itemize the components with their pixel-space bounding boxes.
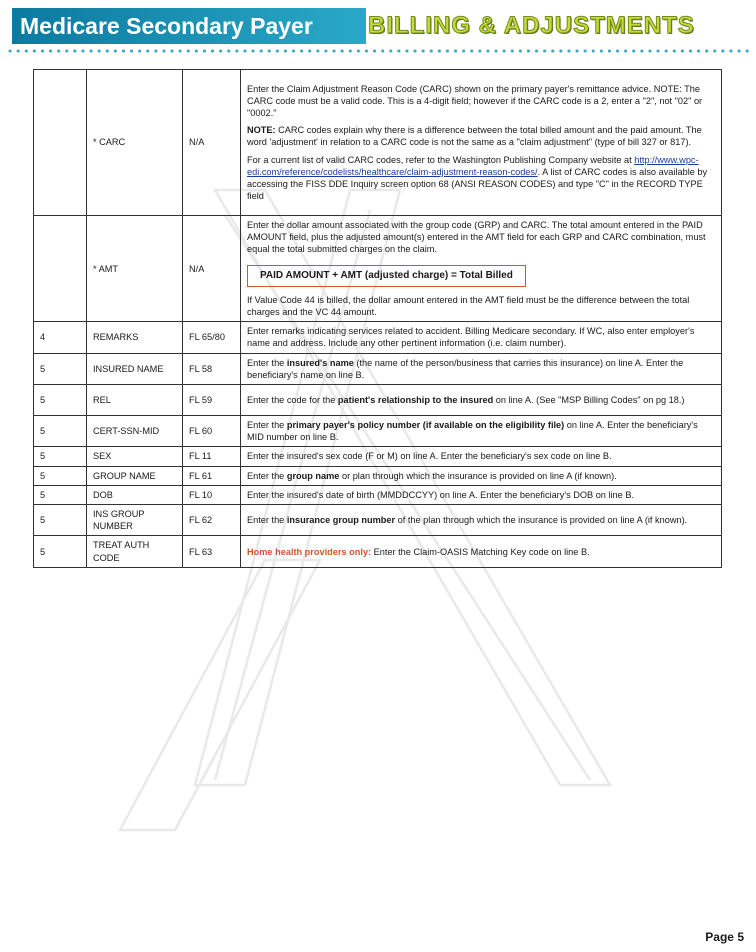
row-num: 5 [34,505,87,536]
row-num: 5 [34,447,87,466]
description [241,505,722,536]
page-header [0,0,756,48]
desc-bold: insurance group number [286,515,396,526]
desc-post: Enter the Claim-OASIS Matching Key code on line B. [371,546,590,557]
description [241,385,722,416]
field-name: TREAT AUTH CODE [87,536,183,567]
row-num: 5 [34,385,87,416]
desc-pre: Enter the [247,515,287,526]
description [241,536,722,567]
row-num: 5 [34,416,87,447]
table-row [34,536,722,567]
carc-para-3-post: . A list of CARC codes is also available by accessing the FISS DDE Inquiry screen option 68 (ANSI REASON CODES) and type "C" in the RECORD TYPE field [247,166,708,202]
field-name: * CARC [87,70,183,216]
field-table [33,69,722,568]
desc-bold: primary payer's policy number (if available on the eligibility file) [286,420,565,431]
dotted-divider [0,46,756,54]
field-name: SEX [87,447,183,466]
header-title: Medicare Secondary Payer [12,8,366,44]
header-subtitle: BILLING & ADJUSTMENTS [368,12,695,39]
desc-pre: Enter the code for the [247,394,338,405]
field-name: GROUP NAME [87,466,183,485]
desc-post: on line A. (See "MSP Billing Codes" on pg 18.) [493,394,685,405]
note-text: CARC codes explain why there is a difference between the total billed amount and the paid amount. The word 'adjustment' in relation to a CARC code is not the same as a "claim adjustment" (type of bill 327 or 817). [247,125,702,148]
field-name: INS GROUP NUMBER [87,505,183,536]
note-label: NOTE: [247,125,276,136]
wpc-link[interactable]: http://www.wpc-edi.com/reference/codelists/healthcare/claim-adjustment-reason-codes/ [247,154,699,177]
field-name: REL [87,385,183,416]
description [241,466,722,485]
desc-pre: Enter the [247,420,287,431]
table-row [34,416,722,447]
desc-bold: insured's name [286,357,354,368]
row-num [34,70,87,216]
fl-code: FL 11 [183,447,241,466]
table-row [34,216,722,322]
fl-code: FL 60 [183,416,241,447]
row-num: 5 [34,353,87,384]
desc-bold: group name [286,470,340,481]
description [241,416,722,447]
desc-pre: Enter the [247,470,287,481]
description [241,70,722,216]
desc-post: or plan through which the insurance is provided on line A (if known). [339,470,617,481]
fl-code: FL 58 [183,353,241,384]
fl-code: FL 63 [183,536,241,567]
fl-code: FL 65/80 [183,322,241,353]
table-row [34,485,722,504]
table-row [34,70,722,216]
row-num: 5 [34,536,87,567]
description: Enter the insured's date of birth (MMDDCCYY) on line A. Enter the beneficiary's DOB on line B. [241,485,722,504]
page-number: Page 5 [705,930,744,944]
description [241,216,722,322]
table-row [34,385,722,416]
fl-code: FL 10 [183,485,241,504]
field-name: DOB [87,485,183,504]
carc-para-3-pre: For a current list of valid CARC codes, refer to the Washington Publishing Company website at [247,154,635,165]
field-name: CERT-SSN-MID [87,416,183,447]
formula-box: PAID AMOUNT + AMT (adjusted charge) = Total Billed [247,265,526,287]
amt-para-1: Enter the dollar amount associated with the group code (GRP) and CARC. The total amount entered in the PAID AMOUNT field, plus the adjusted amount(s) entered in the AMT field for each GRP and CARC combination, must equal the total submitted charges on the claim. [247,220,706,255]
desc-bold: patient's relationship to the insured [337,394,494,405]
fl-code: N/A [183,70,241,216]
description: Enter the insured's sex code (F or M) on line A. Enter the beneficiary's sex code on line B. [241,447,722,466]
row-num: 4 [34,322,87,353]
desc-post: of the plan through which the insurance is provided on line A (if known). [395,515,688,526]
fl-code: FL 59 [183,385,241,416]
fl-code: N/A [183,216,241,322]
field-name: * AMT [87,216,183,322]
desc-post: on line A. Enter the beneficiary's MID number on line B. [247,420,698,443]
carc-para-3 [247,154,715,203]
description: Enter remarks indicating services related to accident. Billing Medicare secondary. If WC, also enter employer's name and address. Include any other pertinent information (i.e. claim number). [241,322,722,353]
carc-para-2 [247,124,715,148]
desc-post: (the name of the person/business that carries this insurance) on line A. Enter the beneficiary's name on line B. [247,357,684,380]
carc-para-1: Enter the Claim Adjustment Reason Code (CARC) shown on the primary payer's remittance advice. NOTE: The CARC code must be a valid code. This is a 4-digit field; however if the CARC code is a 2, enter a "2", not "02" or "0002." [247,83,703,118]
desc-pre: Enter the [247,357,287,368]
table-row [34,505,722,536]
home-health-label: Home health providers only: [247,546,372,557]
table-row [34,466,722,485]
field-name: INSURED NAME [87,353,183,384]
fl-code: FL 61 [183,466,241,485]
field-name: REMARKS [87,322,183,353]
row-num: 5 [34,466,87,485]
table-row [34,322,722,353]
table-row [34,447,722,466]
fl-code: FL 62 [183,505,241,536]
description [241,353,722,384]
row-num: 5 [34,485,87,504]
table-row [34,353,722,384]
row-num [34,216,87,322]
amt-para-2: If Value Code 44 is billed, the dollar amount entered in the AMT field must be the difference between the total charges and the VC 44 amount. [247,294,690,318]
